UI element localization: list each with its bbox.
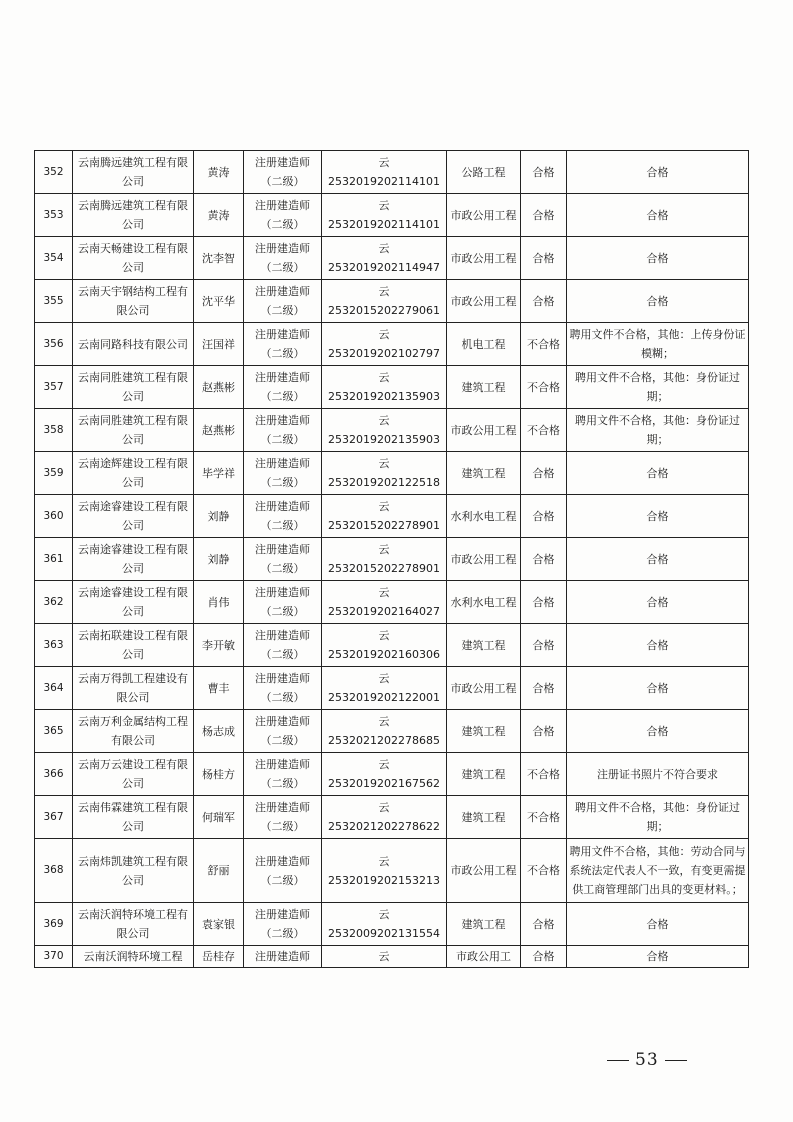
cell-cert-number: 云2532019202135903	[322, 366, 447, 409]
cell-cert-number: 云2532009202131554	[322, 903, 447, 946]
cell-specialty: 市政公用工程	[447, 237, 521, 280]
cell-person: 李开敏	[194, 624, 244, 667]
cell-remark: 聘用文件不合格，其他：身份证过期；	[567, 366, 749, 409]
cell-person: 杨桂方	[194, 753, 244, 796]
cell-title: 注册建造师	[244, 946, 322, 968]
cell-company: 云南拓联建设工程有限公司	[73, 624, 194, 667]
table-row	[35, 151, 749, 194]
cell-cert-number: 云2532015202278901	[322, 538, 447, 581]
table-row	[35, 753, 749, 796]
page-number	[601, 1050, 693, 1070]
cell-result: 合格	[521, 667, 567, 710]
cell-number: 356	[35, 323, 73, 366]
cell-remark: 合格	[567, 624, 749, 667]
cell-number: 353	[35, 194, 73, 237]
cell-number: 359	[35, 452, 73, 495]
cell-title: 注册建造师（二级）	[244, 710, 322, 753]
cell-company: 云南炜凯建筑工程有限公司	[73, 839, 194, 903]
cell-number: 360	[35, 495, 73, 538]
cell-number: 354	[35, 237, 73, 280]
cell-result: 合格	[521, 151, 567, 194]
cell-cert-number: 云2532019202164027	[322, 581, 447, 624]
cell-remark: 合格	[567, 581, 749, 624]
cell-title: 注册建造师（二级）	[244, 538, 322, 581]
dash-left	[607, 1060, 629, 1061]
cell-number: 365	[35, 710, 73, 753]
cell-remark: 合格	[567, 710, 749, 753]
cell-title: 注册建造师（二级）	[244, 280, 322, 323]
table-row	[35, 839, 749, 903]
cell-remark: 聘用文件不合格，其他：身份证过期；	[567, 796, 749, 839]
cell-person: 舒丽	[194, 839, 244, 903]
cell-person: 岳桂存	[194, 946, 244, 968]
cell-specialty: 水利水电工程	[447, 495, 521, 538]
cell-specialty: 建筑工程	[447, 366, 521, 409]
table-row	[35, 796, 749, 839]
table-row	[35, 581, 749, 624]
cell-remark: 合格	[567, 237, 749, 280]
table-row	[35, 194, 749, 237]
cell-specialty: 市政公用工程	[447, 409, 521, 452]
cell-title: 注册建造师（二级）	[244, 323, 322, 366]
cell-specialty: 市政公用工程	[447, 538, 521, 581]
cell-cert-number: 云2532019202167562	[322, 753, 447, 796]
cell-company: 云南万得凯工程建设有限公司	[73, 667, 194, 710]
cell-title: 注册建造师（二级）	[244, 796, 322, 839]
cell-cert-number: 云2532015202278901	[322, 495, 447, 538]
cell-cert-number: 云2532019202114101	[322, 151, 447, 194]
cell-company: 云南沃润特环境工程	[73, 946, 194, 968]
cell-title: 注册建造师（二级）	[244, 151, 322, 194]
cell-cert-number: 云2532019202135903	[322, 409, 447, 452]
cell-number: 367	[35, 796, 73, 839]
cell-result: 合格	[521, 280, 567, 323]
cell-number: 357	[35, 366, 73, 409]
table-row	[35, 409, 749, 452]
cell-number: 366	[35, 753, 73, 796]
cell-cert-number: 云2532015202279061	[322, 280, 447, 323]
table-row	[35, 323, 749, 366]
page-number-value: 53	[635, 1050, 659, 1070]
cell-result: 不合格	[521, 323, 567, 366]
cell-number: 369	[35, 903, 73, 946]
cell-cert-number: 云2532019202114947	[322, 237, 447, 280]
cell-remark: 合格	[567, 151, 749, 194]
cell-company: 云南万利金属结构工程有限公司	[73, 710, 194, 753]
cell-title: 注册建造师（二级）	[244, 409, 322, 452]
cell-result: 不合格	[521, 409, 567, 452]
cell-cert-number: 云2532019202102797	[322, 323, 447, 366]
cell-cert-number: 云2532019202122001	[322, 667, 447, 710]
cell-number: 363	[35, 624, 73, 667]
cell-person: 毕学祥	[194, 452, 244, 495]
cell-number: 361	[35, 538, 73, 581]
cell-remark: 合格	[567, 946, 749, 968]
cell-person: 曹丰	[194, 667, 244, 710]
cell-result: 合格	[521, 581, 567, 624]
cell-result: 合格	[521, 710, 567, 753]
cell-remark: 合格	[567, 280, 749, 323]
cell-person: 沈平华	[194, 280, 244, 323]
cell-result: 不合格	[521, 839, 567, 903]
cell-cert-number: 云	[322, 946, 447, 968]
cell-company: 云南同胜建筑工程有限公司	[73, 366, 194, 409]
qualification-table	[34, 150, 749, 968]
cell-number: 370	[35, 946, 73, 968]
cell-result: 合格	[521, 194, 567, 237]
cell-result: 合格	[521, 495, 567, 538]
cell-person: 刘静	[194, 538, 244, 581]
cell-title: 注册建造师（二级）	[244, 581, 322, 624]
cell-specialty: 建筑工程	[447, 452, 521, 495]
cell-result: 合格	[521, 624, 567, 667]
cell-company: 云南途睿建设工程有限公司	[73, 538, 194, 581]
cell-person: 沈李智	[194, 237, 244, 280]
cell-cert-number: 云2532019202160306	[322, 624, 447, 667]
cell-result: 不合格	[521, 796, 567, 839]
cell-specialty: 水利水电工程	[447, 581, 521, 624]
cell-remark: 聘用文件不合格，其他：上传身份证模糊；	[567, 323, 749, 366]
cell-specialty: 建筑工程	[447, 796, 521, 839]
cell-cert-number: 云2532021202278622	[322, 796, 447, 839]
cell-title: 注册建造师（二级）	[244, 366, 322, 409]
cell-specialty: 市政公用工程	[447, 280, 521, 323]
cell-person: 赵燕彬	[194, 409, 244, 452]
cell-specialty: 市政公用工程	[447, 667, 521, 710]
cell-result: 合格	[521, 946, 567, 968]
cell-remark: 合格	[567, 667, 749, 710]
cell-remark: 合格	[567, 452, 749, 495]
cell-person: 赵燕彬	[194, 366, 244, 409]
cell-specialty: 机电工程	[447, 323, 521, 366]
cell-result: 不合格	[521, 753, 567, 796]
cell-person: 肖伟	[194, 581, 244, 624]
cell-title: 注册建造师（二级）	[244, 903, 322, 946]
cell-remark: 聘用文件不合格，其他：劳动合同与系统法定代表人不一致，有变更需提供工商管理部门出具的变更材料。；	[567, 839, 749, 903]
cell-title: 注册建造师（二级）	[244, 753, 322, 796]
cell-remark: 合格	[567, 495, 749, 538]
table-row	[35, 280, 749, 323]
cell-result: 合格	[521, 452, 567, 495]
cell-title: 注册建造师（二级）	[244, 194, 322, 237]
cell-company: 云南途睿建设工程有限公司	[73, 581, 194, 624]
cell-remark: 合格	[567, 903, 749, 946]
cell-specialty: 建筑工程	[447, 753, 521, 796]
cell-result: 不合格	[521, 366, 567, 409]
table-row	[35, 495, 749, 538]
cell-number: 355	[35, 280, 73, 323]
cell-number: 362	[35, 581, 73, 624]
cell-specialty: 建筑工程	[447, 903, 521, 946]
cell-company: 云南同路科技有限公司	[73, 323, 194, 366]
cell-number: 358	[35, 409, 73, 452]
cell-remark: 聘用文件不合格，其他：身份证过期；	[567, 409, 749, 452]
table-row	[35, 538, 749, 581]
cell-specialty: 市政公用工程	[447, 194, 521, 237]
cell-cert-number: 云2532019202114101	[322, 194, 447, 237]
table-row	[35, 366, 749, 409]
cell-specialty: 建筑工程	[447, 624, 521, 667]
cell-result: 合格	[521, 538, 567, 581]
cell-cert-number: 云2532021202278685	[322, 710, 447, 753]
cell-number: 352	[35, 151, 73, 194]
cell-result: 合格	[521, 237, 567, 280]
table-row	[35, 946, 749, 968]
cell-title: 注册建造师（二级）	[244, 452, 322, 495]
cell-person: 刘静	[194, 495, 244, 538]
cell-specialty: 建筑工程	[447, 710, 521, 753]
cell-company: 云南腾远建筑工程有限公司	[73, 194, 194, 237]
table-row	[35, 710, 749, 753]
table-row	[35, 452, 749, 495]
cell-company: 云南途睿建设工程有限公司	[73, 495, 194, 538]
cell-remark: 合格	[567, 538, 749, 581]
dash-right	[665, 1060, 687, 1061]
cell-company: 云南同胜建筑工程有限公司	[73, 409, 194, 452]
cell-title: 注册建造师（二级）	[244, 237, 322, 280]
cell-person: 黄涛	[194, 194, 244, 237]
cell-person: 杨志成	[194, 710, 244, 753]
cell-title: 注册建造师（二级）	[244, 495, 322, 538]
cell-cert-number: 云2532019202122518	[322, 452, 447, 495]
cell-company: 云南途辉建设工程有限公司	[73, 452, 194, 495]
cell-specialty: 公路工程	[447, 151, 521, 194]
cell-specialty: 市政公用工	[447, 946, 521, 968]
cell-company: 云南万云建设工程有限公司	[73, 753, 194, 796]
cell-company: 云南天畅建设工程有限公司	[73, 237, 194, 280]
cell-person: 袁家银	[194, 903, 244, 946]
cell-number: 364	[35, 667, 73, 710]
cell-title: 注册建造师（二级）	[244, 667, 322, 710]
table-row	[35, 237, 749, 280]
cell-company: 云南腾远建筑工程有限公司	[73, 151, 194, 194]
cell-remark: 合格	[567, 194, 749, 237]
cell-result: 合格	[521, 903, 567, 946]
cell-company: 云南沃润特环境工程有限公司	[73, 903, 194, 946]
cell-company: 云南天宇钢结构工程有限公司	[73, 280, 194, 323]
cell-person: 汪国祥	[194, 323, 244, 366]
table-row	[35, 624, 749, 667]
table-row	[35, 903, 749, 946]
cell-title: 注册建造师（二级）	[244, 624, 322, 667]
cell-title: 注册建造师（二级）	[244, 839, 322, 903]
cell-cert-number: 云2532019202153213	[322, 839, 447, 903]
cell-person: 黄涛	[194, 151, 244, 194]
cell-number: 368	[35, 839, 73, 903]
cell-remark: 注册证书照片不符合要求	[567, 753, 749, 796]
table-row	[35, 667, 749, 710]
cell-specialty: 市政公用工程	[447, 839, 521, 903]
cell-company: 云南伟霖建筑工程有限公司	[73, 796, 194, 839]
cell-person: 何瑞军	[194, 796, 244, 839]
